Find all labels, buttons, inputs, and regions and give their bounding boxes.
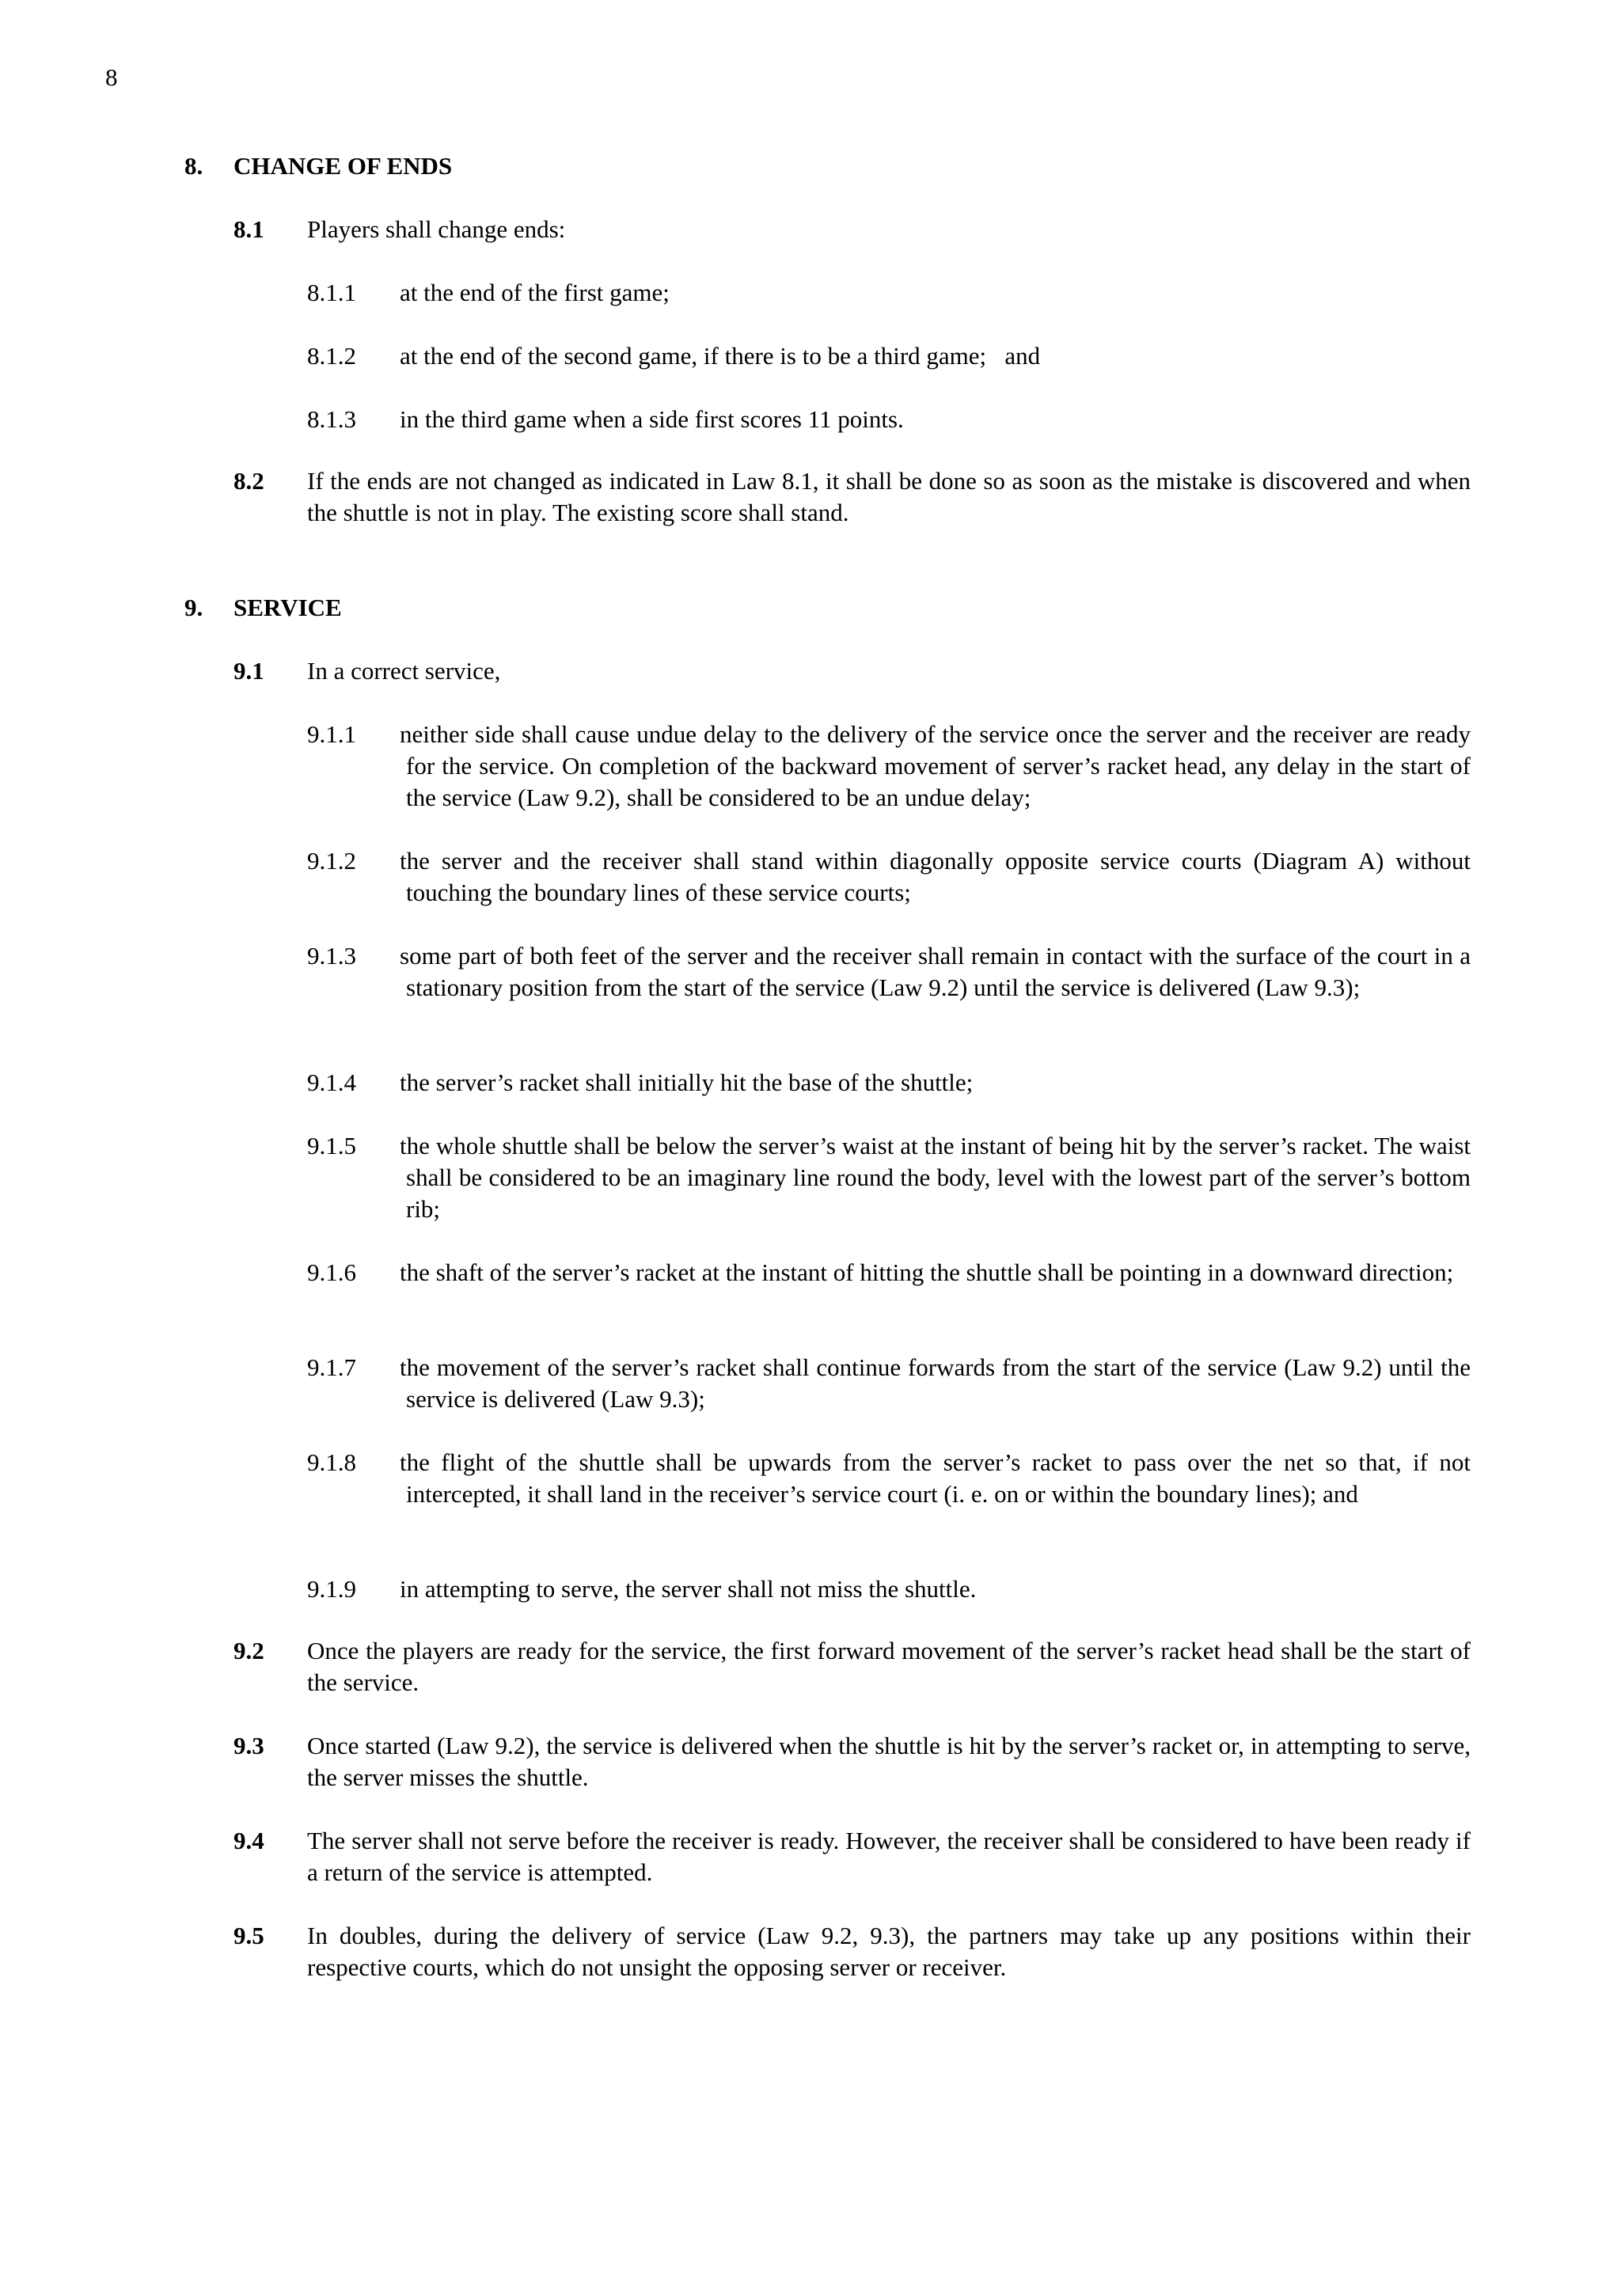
item-number: 9.1.2 <box>307 847 356 875</box>
page-number: 8 <box>105 63 118 91</box>
law-text: Once the players are ready for the service, the first forward movement of the server’s racket head shall be the start of the service. <box>307 1637 1471 1696</box>
section-number: 9. <box>184 594 203 621</box>
law-8-1 <box>233 214 1471 245</box>
item-number: 8.1.3 <box>307 405 356 433</box>
law-9-1-5 <box>307 1130 1471 1225</box>
law-text: Once started (Law 9.2), the service is delivered when the shuttle is hit by the server’s racket or, in attempting to serve, the server misses the shuttle. <box>307 1732 1471 1791</box>
item-number: 9.1.6 <box>307 1258 356 1286</box>
law-number: 9.1 <box>233 657 264 685</box>
item-number: 9.1.7 <box>307 1353 356 1381</box>
item-text: the movement of the server’s racket shall continue forwards from the start of the service (Law 9.2) until the service is delivered (Law 9.3); <box>400 1353 1471 1413</box>
law-9-1-6 <box>307 1257 1471 1288</box>
item-text: the flight of the shuttle shall be upwards from the server’s racket to pass over the net so that, if not intercepted, it shall land in the receiver’s service court (i. e. on or within the boundary lines); and <box>400 1448 1471 1508</box>
item-number: 9.1.8 <box>307 1448 356 1476</box>
law-text: The server shall not serve before the receiver is ready. However, the receiver shall be considered to have been ready if a return of the service is attempted. <box>307 1827 1471 1886</box>
section-number: 8. <box>184 152 203 180</box>
item-text: neither side shall cause undue delay to the delivery of the service once the server and the receiver are ready for the service. On completion of the backward movement of server’s racket head, any delay in the start of the service (Law 9.2), shall be considered to be an undue delay; <box>400 720 1471 811</box>
item-text: at the end of the second game, if there is to be a third game; and <box>400 342 1041 370</box>
section-title: SERVICE <box>233 594 342 621</box>
item-text: the server’s racket shall initially hit the base of the shuttle; <box>400 1068 974 1096</box>
law-text: Players shall change ends: <box>307 215 566 243</box>
law-9-1-3 <box>307 940 1471 1004</box>
law-number: 8.2 <box>233 467 264 495</box>
item-number: 8.1.1 <box>307 279 356 306</box>
item-text: in attempting to serve, the server shall not miss the shuttle. <box>400 1575 977 1603</box>
section-heading-9 <box>184 592 342 624</box>
law-text: In a correct service, <box>307 657 501 685</box>
item-text: the server and the receiver shall stand within diagonally opposite service courts (Diagram A) without touching the boundary lines of these service courts; <box>400 847 1471 906</box>
law-9-4 <box>233 1825 1471 1888</box>
law-number: 9.5 <box>233 1922 264 1949</box>
law-number: 9.2 <box>233 1637 264 1664</box>
item-number: 9.1.3 <box>307 942 356 970</box>
law-9-5 <box>233 1920 1471 1983</box>
law-number: 9.4 <box>233 1827 264 1854</box>
law-text: If the ends are not changed as indicated in Law 8.1, it shall be done so as soon as the mistake is discovered and when the shuttle is not in play. The existing score shall stand. <box>307 467 1471 526</box>
law-9-3 <box>233 1730 1471 1793</box>
item-number: 9.1.1 <box>307 720 356 748</box>
law-number: 8.1 <box>233 215 264 243</box>
law-9-1-4 <box>307 1067 1471 1099</box>
law-9-1-7 <box>307 1352 1471 1415</box>
section-title: CHANGE OF ENDS <box>233 152 453 180</box>
item-text: the shaft of the server’s racket at the instant of hitting the shuttle shall be pointing in a downward direction; <box>400 1258 1454 1286</box>
law-8-1-1 <box>307 277 1471 309</box>
item-text: the whole shuttle shall be below the server’s waist at the instant of being hit by the server’s racket. The waist shall be considered to be an imaginary line round the body, level with the lowest part of the server’s bottom rib; <box>400 1132 1471 1223</box>
item-text: at the end of the first game; <box>400 279 670 306</box>
item-number: 9.1.4 <box>307 1068 356 1096</box>
item-text: some part of both feet of the server and the receiver shall remain in contact with the surface of the court in a stationary position from the start of the service (Law 9.2) until the service is delivered (Law 9.3); <box>400 942 1471 1001</box>
law-9-1-9 <box>307 1573 1471 1605</box>
law-9-2 <box>233 1635 1471 1698</box>
law-9-1-1 <box>307 719 1471 814</box>
item-number: 9.1.9 <box>307 1575 356 1603</box>
law-9-1 <box>233 655 1471 687</box>
law-8-2 <box>233 465 1471 529</box>
law-8-1-3 <box>307 404 1471 435</box>
item-number: 9.1.5 <box>307 1132 356 1159</box>
law-9-1-2 <box>307 845 1471 909</box>
item-number: 8.1.2 <box>307 342 356 370</box>
law-9-1-8 <box>307 1447 1471 1510</box>
law-text: In doubles, during the delivery of service (Law 9.2, 9.3), the partners may take up any positions within their respective courts, which do not unsight the opposing server or receiver. <box>307 1922 1471 1981</box>
section-heading-8 <box>184 150 452 182</box>
law-number: 9.3 <box>233 1732 264 1759</box>
item-text: in the third game when a side first scores 11 points. <box>400 405 904 433</box>
law-8-1-2 <box>307 340 1471 372</box>
